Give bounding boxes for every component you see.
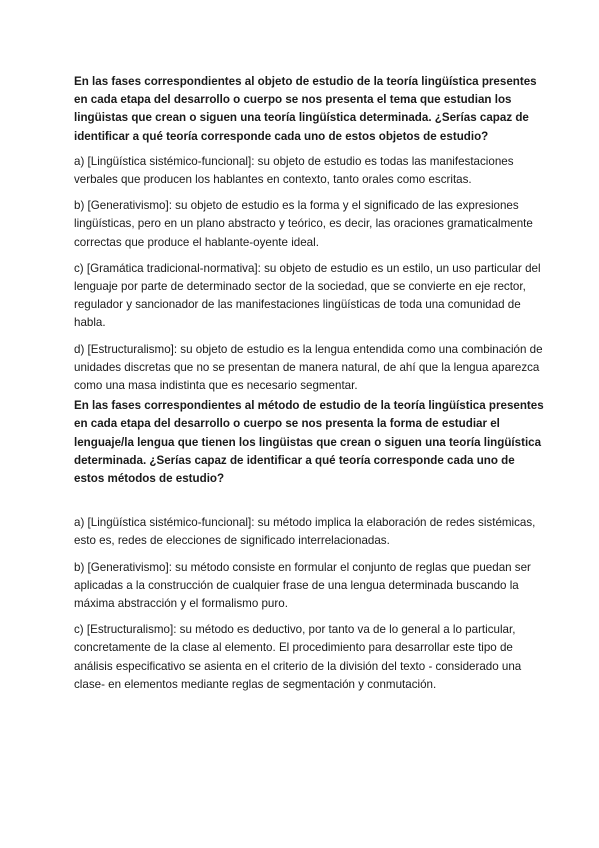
question-2-answer-c: c) [Estructuralismo]: su método es deductivo, por tanto va de lo general a lo particular, concretamente de la clase al elemento. El procedimiento para desarrollar este tipo de análisis especificativo se asienta en el criterio de la división del texto - considerado una clase- en elementos mediante reglas de segmentación y conmutación. xyxy=(74,623,522,691)
question-2-answer-a: a) [Lingüística sistémico-funcional]: su método implica la elaboración de redes sistémicas, esto es, redes de elecciones de significado interrelacionadas. xyxy=(74,516,536,548)
document-page xyxy=(74,73,544,694)
question-2: En las fases correspondientes al método de estudio de la teoría lingüística presentes en cada etapa del desarrollo o cuerpo se nos presenta la forma de estudiar el lenguaje/la lengua que tienen los lingüistas que crean o siguen una teoría lingüística determinada. ¿Serías capaz de identificar a qué teoría corresponde cada uno de estos métodos de estudio? xyxy=(74,399,544,486)
question-1-answer-a: a) [Lingüística sistémico-funcional]: su objeto de estudio es todas las manifestaciones verbales que producen los hablantes en contexto, tanto orales como escritas. xyxy=(74,154,514,187)
question-1: En las fases correspondientes al objeto de estudio de la teoría lingüística presentes en cada etapa del desarrollo o cuerpo se nos presenta el tema que estudian los lingüistas que crean o siguen una teoría lingüística determinada. ¿Serías capaz de identificar a qué teoría corresponde cada uno de estos objetos de estudio? xyxy=(74,75,537,143)
question-1-answer-c: c) [Gramática tradicional-normativa]: su objeto de estudio es un estilo, un uso particular del lenguaje por parte de determinado sector de la sociedad, que se convierte en eje rector, regulador y sancionador de las manifestaciones lingüísticas de toda una comunidad de habla. xyxy=(74,261,541,330)
question-1-answer-b: b) [Generativismo]: su objeto de estudio es la forma y el significado de las expresiones lingüísticas, pero en un plano abstracto y teórico, es decir, las oraciones gramaticalmente correctas que produce el hablante-oyente ideal. xyxy=(74,199,533,249)
question-1-answer-d: d) [Estructuralismo]: su objeto de estudio es la lengua entendida como una combinación de unidades discretas que no se presentan de manera natural, de ahí que la lengua aparezca como una masa indistinta que es necesario segmentar. xyxy=(74,342,543,393)
question-2-answer-b: b) [Generativismo]: su método consiste en formular el conjunto de reglas que puedan ser aplicadas a la construcción de cualquier frase de una lengua determinada buscando la máxima abstracción y el formalismo puro. xyxy=(74,560,531,611)
